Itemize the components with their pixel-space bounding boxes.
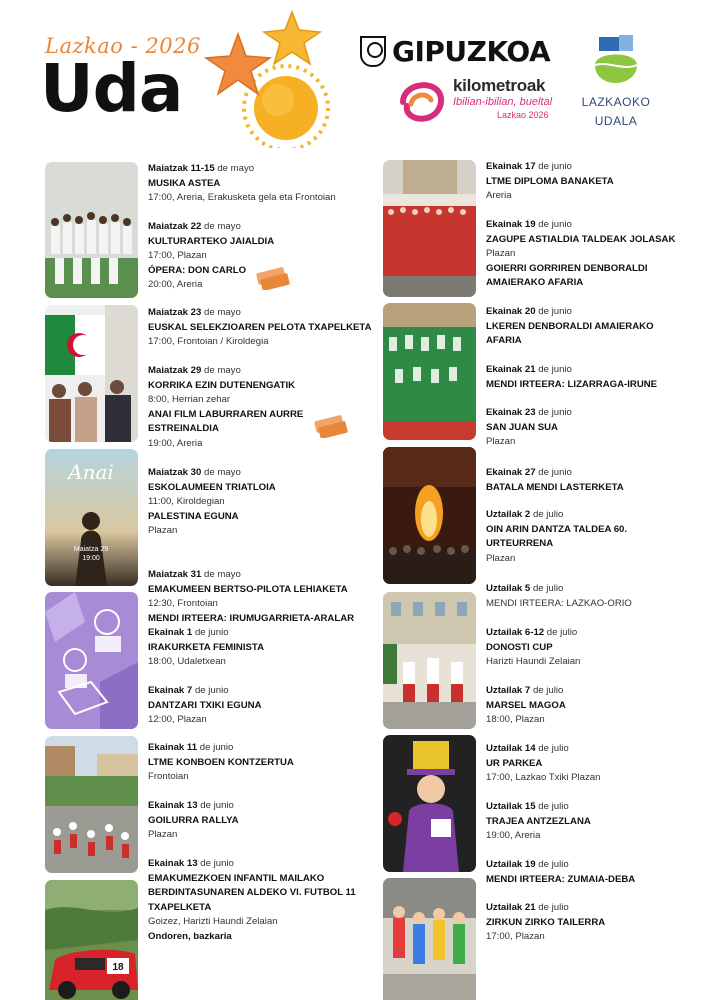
event-date-basque: Ekainak 7	[148, 685, 193, 696]
event-place: 8:00, Herrian zehar	[148, 394, 231, 405]
photo-rally-car	[45, 880, 138, 1000]
kilometroak-name: kilometroak	[453, 76, 546, 95]
event-date-basque: Maiatzak 23	[148, 307, 202, 318]
event-title: ZAGUPE ASTIALDIA TALDEAK JOLASAK	[486, 233, 676, 245]
event-date-basque: Uztailak 7	[486, 685, 531, 696]
event-item	[486, 218, 708, 291]
event-title: AFARIA	[486, 335, 522, 346]
lazkao-line2: UDALA	[594, 114, 638, 128]
event-place: Plazan	[486, 552, 516, 564]
lazkao-line1: LAZKAOKO	[581, 95, 651, 109]
sun-and-stars-illustration	[200, 8, 340, 148]
event-item	[148, 162, 373, 206]
ticket-icon	[313, 410, 349, 438]
event-date-basque: Ekainak 19	[486, 219, 536, 230]
event-title: KORRIKA EZIN DUTENENGATIK	[148, 379, 296, 391]
event-date	[148, 799, 373, 814]
event-place: 19:00, Areria	[148, 437, 203, 449]
event-date	[486, 742, 708, 757]
event-date-basque: Ekainak 21	[486, 364, 536, 375]
event-date-spanish: de junio	[538, 306, 572, 317]
event-item	[486, 901, 708, 945]
photo-algeria-flag	[45, 305, 138, 442]
lazkao-udala-logo	[576, 35, 656, 128]
event-title: LTME DIPLOMA BANAKETA	[486, 175, 614, 187]
poster-header	[0, 0, 708, 150]
event-date-basque: Maiatzak 11-15	[148, 163, 215, 174]
event-date	[148, 684, 373, 699]
event-item	[148, 626, 373, 670]
event-date-basque: Ekainak 27	[486, 467, 536, 478]
gipuzkoa-shield-icon	[360, 36, 386, 67]
event-title: URTEURRENA	[486, 538, 554, 549]
event-title: MARSEL MAGOA	[486, 699, 566, 711]
event-item	[148, 306, 373, 350]
event-date-basque: Uztailak 2	[486, 509, 531, 520]
events-column-left	[45, 160, 372, 1000]
event-date-spanish: de mayo	[204, 307, 241, 318]
event-title: KULTURARTEKO JAIALDIA	[148, 235, 275, 247]
event-date	[486, 218, 708, 233]
event-item	[486, 742, 708, 786]
event-place: 17:00, Lazkao Txiki Plazan	[486, 772, 601, 783]
event-title: ANAI FILM LABURRAREN AURRE	[148, 408, 304, 420]
event-date-spanish: de junio	[538, 407, 572, 418]
event-item	[148, 741, 373, 785]
event-place: 11:00, Kiroldegian	[148, 496, 225, 507]
event-title: PALESTINA EGUNA	[148, 510, 239, 522]
event-place: Plazan	[148, 525, 178, 536]
event-title: MENDI IRTEERA: LIZARRAGA-IRUNE	[486, 378, 658, 390]
photo-diploma-group	[383, 160, 476, 297]
photo-magician	[383, 735, 476, 872]
kilometroak-logo	[397, 76, 557, 124]
event-title: ZIRKUN ZIRKO TAILERRA	[486, 916, 606, 928]
event-place: 17:00, Plazan	[148, 250, 207, 261]
event-date-basque: Uztailak 6-12	[486, 627, 545, 638]
event-date-spanish: de mayo	[204, 569, 241, 580]
event-item	[486, 626, 708, 670]
event-item	[148, 466, 373, 539]
event-date-basque: Uztailak 19	[486, 859, 536, 870]
event-title: MENDI IRTEERA: IRUMUGARRIETA-ARALAR	[148, 612, 355, 624]
event-place: 18:00, Plazan	[486, 714, 545, 725]
event-date	[486, 582, 708, 597]
anai-poster-date: Maiatza 29	[73, 546, 109, 553]
event-item	[486, 305, 708, 349]
starfish-orange-icon	[206, 34, 270, 94]
event-place: 17:00, Plazan	[486, 931, 545, 942]
gipuzkoa-name: GIPUZKOA	[392, 34, 551, 68]
event-date-spanish: de julio	[532, 583, 564, 594]
event-item	[486, 466, 708, 495]
event-date-spanish: de junio	[194, 627, 229, 638]
event-place: Goizez, Harizti Haundi Zelaian	[148, 916, 278, 927]
event-date-spanish: de junio	[194, 685, 229, 696]
event-date	[148, 857, 373, 872]
event-title: GOILURRA RALLYA	[148, 814, 239, 826]
event-date	[486, 363, 708, 378]
event-date-basque: Ekainak 20	[486, 306, 536, 317]
event-title: ÓPERA: DON CARLO	[148, 264, 247, 276]
event-item	[148, 684, 373, 728]
event-place: 17:00, Frontoian / Kiroldegia	[148, 336, 269, 347]
event-title: DONOSTI CUP	[486, 641, 553, 653]
event-title: MENDI IRTEERA: ZUMAIA-DEBA	[486, 873, 636, 885]
event-date	[148, 741, 373, 756]
event-date	[486, 800, 708, 815]
event-item	[486, 858, 708, 887]
photo-football-team	[383, 303, 476, 440]
event-title: BERDINTASUNAREN ALDEKO VI. FUTBOL 11	[148, 887, 356, 898]
event-place: 18:00, Udaletxean	[148, 656, 226, 667]
event-place: Harizti Haundi Zelaian	[486, 656, 581, 667]
event-date-spanish: de junio	[538, 467, 572, 478]
event-item	[148, 799, 373, 843]
photo-circus-workshop	[383, 878, 476, 1000]
event-title: BATALA MENDI LASTERKETA	[486, 481, 624, 493]
event-date	[486, 858, 708, 873]
ticket-icon	[255, 262, 291, 290]
photo-music-school	[45, 162, 138, 298]
event-date-spanish: de julio	[532, 685, 564, 696]
event-title: OIN ARIN DANTZA TALDEA 60.	[486, 523, 628, 535]
event-item	[148, 857, 373, 944]
event-title: IRAKURKETA FEMINISTA	[148, 641, 265, 653]
photo-bonfire	[383, 447, 476, 584]
event-date-spanish: de mayo	[204, 365, 241, 376]
event-date	[486, 901, 708, 916]
photo-anai-poster	[45, 449, 138, 586]
event-title: TRAJEA ANTZEZLANA	[486, 815, 591, 827]
event-date-basque: Maiatzak 22	[148, 221, 202, 232]
event-date	[486, 684, 708, 699]
event-date-spanish: de junio	[538, 161, 572, 172]
event-date	[148, 306, 373, 321]
events-column-right	[383, 160, 703, 1000]
photo-feminist-reading-illustration	[45, 592, 138, 729]
event-place: 12:30, Frontoian	[148, 598, 218, 609]
event-title: MUSIKA ASTEA	[148, 177, 221, 189]
event-title: EMAKUMEEN BERTSO-PILOTA LEHIAKETA	[148, 583, 348, 595]
event-title: EUSKAL SELEKZIOAREN PELOTA TXAPELKETA	[148, 321, 372, 333]
event-title: ESKOLAUMEEN TRIATLOIA	[148, 481, 276, 493]
event-date-spanish: de julio	[538, 902, 569, 913]
event-item	[486, 684, 708, 728]
event-item	[486, 800, 708, 844]
event-date	[486, 160, 708, 175]
event-date-spanish: de junio	[538, 219, 572, 230]
event-date-basque: Uztailak 5	[486, 583, 531, 594]
event-date-basque: Maiatzak 29	[148, 365, 202, 376]
event-place: Areria	[486, 190, 512, 201]
event-date-basque: Uztailak 21	[486, 902, 536, 913]
event-date	[148, 466, 373, 481]
event-item	[486, 363, 708, 392]
event-date-basque: Uztailak 15	[486, 801, 536, 812]
rally-car-number: 18	[112, 962, 124, 973]
event-title: SAN JUAN SUA	[486, 421, 558, 433]
event-title: UR PARKEA	[486, 757, 543, 769]
photo-traditional-dancers	[383, 592, 476, 729]
starfish-yellow-icon	[264, 12, 320, 64]
event-place: 17:00, Areria, Erakusketa gela eta Frontoian	[148, 192, 336, 203]
lazkao-emblem-icon	[591, 35, 641, 85]
event-date-spanish: de junio	[538, 364, 572, 375]
event-place: Plazan	[148, 829, 178, 840]
event-date-spanish: de junio	[200, 858, 234, 869]
event-item	[486, 160, 708, 204]
event-date-spanish: de junio	[200, 800, 234, 811]
event-date-spanish: de junio	[199, 742, 234, 753]
event-date	[486, 466, 708, 481]
event-place: 20:00, Areria	[148, 279, 203, 290]
event-date	[148, 220, 373, 235]
event-date	[148, 364, 373, 379]
event-date	[148, 568, 373, 583]
event-date-basque: Ekainak 13	[148, 858, 198, 869]
event-item	[486, 582, 708, 611]
event-place: 19:00, Areria	[486, 830, 541, 841]
event-date	[486, 508, 708, 523]
event-title: ESTREINALDIA	[148, 423, 219, 434]
event-item	[148, 568, 373, 626]
event-date-basque: Uztailak 14	[486, 743, 536, 754]
event-date-basque: Ekainak 11	[148, 742, 198, 753]
event-date	[486, 626, 708, 641]
event-date-spanish: de mayo	[204, 467, 241, 478]
event-date-basque: Maiatzak 31	[148, 569, 202, 580]
event-date-spanish: de mayo	[204, 221, 241, 232]
event-title: AMAIERAKO AFARIA	[486, 277, 584, 288]
event-date	[148, 626, 373, 641]
event-note: Ondoren, bazkaria	[148, 930, 232, 942]
event-item	[486, 508, 708, 566]
event-place: Frontoian	[148, 771, 189, 782]
event-date-spanish: de julio	[546, 627, 578, 638]
event-date-spanish: de julio	[538, 743, 569, 754]
photo-town-dance	[45, 736, 138, 873]
event-title: LKEREN DENBORALDI AMAIERAKO	[486, 320, 654, 332]
event-place: 12:00, Plazan	[148, 714, 207, 725]
event-date-spanish: de julio	[538, 801, 569, 812]
event-place: MENDI IRTEERA: LAZKAO-ORIO	[486, 597, 632, 609]
event-date-basque: Ekainak 1	[148, 627, 193, 638]
event-place: Plazan	[486, 248, 516, 259]
event-date-basque: Ekainak 23	[486, 407, 536, 418]
kilometroak-swirl-icon	[397, 78, 447, 122]
event-date	[148, 162, 373, 177]
subtitle: Lazkao - 2026	[45, 34, 201, 58]
event-date	[486, 305, 708, 320]
event-date-spanish: de mayo	[217, 163, 255, 174]
event-date-spanish: de julio	[538, 859, 569, 870]
event-title: LTME KONBOEN KONTZERTUA	[148, 756, 294, 768]
page-title: Uda	[40, 50, 183, 127]
event-title: EMAKUMEZKOEN INFANTIL MAILAKO	[148, 872, 325, 884]
anai-poster-title: Anai	[68, 460, 114, 484]
kilometroak-year: Lazkao 2026	[497, 110, 549, 120]
event-date-spanish: de julio	[532, 509, 564, 520]
event-item	[486, 406, 708, 450]
anai-poster-time: 19:00	[82, 555, 100, 562]
event-title: TXAPELKETA	[148, 901, 212, 913]
kilometroak-slogan: Ibilian-ibilian, bueltal	[453, 96, 553, 108]
event-date-basque: Maiatzak 30	[148, 467, 202, 478]
event-date-basque: Ekainak 13	[148, 800, 198, 811]
gipuzkoa-logo	[360, 35, 550, 67]
event-date-basque: Ekainak 17	[486, 161, 536, 172]
event-date	[486, 406, 708, 421]
event-title: DANTZARI TXIKI EGUNA	[148, 699, 262, 711]
event-place: Plazan	[486, 436, 516, 447]
event-title: GOIERRI GORRIREN DENBORALDI	[486, 262, 648, 274]
